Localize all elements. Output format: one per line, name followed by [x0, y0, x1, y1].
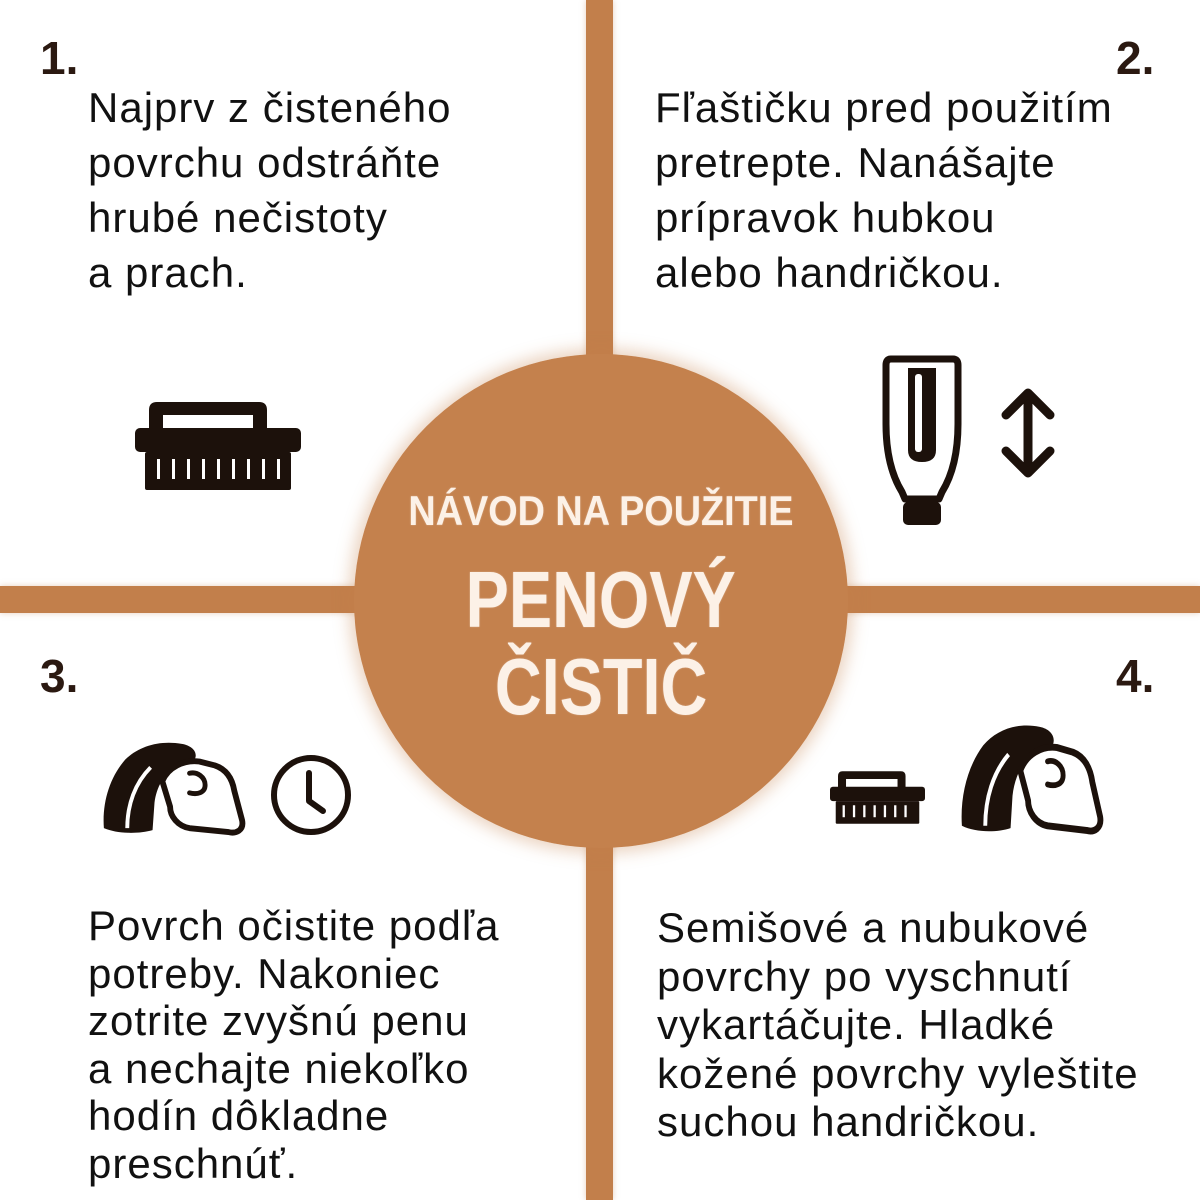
bottle-icon — [882, 354, 962, 526]
shake-arrows-icon — [1000, 387, 1056, 479]
step-1-text-line: Najprv z čisteného — [88, 84, 452, 131]
step-1-text-line: povrchu odstráňte — [88, 139, 442, 186]
center-title-text: ČISTIČ — [494, 642, 708, 731]
step-3-text-line: a nechajte niekoľko — [88, 1044, 470, 1092]
hand-cloth-icon — [100, 738, 246, 836]
step-1-text-line: hrubé nečistoty — [88, 194, 388, 241]
step-2-text-line: pretrepte. Nanášajte — [655, 139, 1056, 186]
step-2-text-line: alebo handričkou. — [655, 249, 1004, 296]
center-title-line-2 — [354, 642, 848, 731]
step-3-text — [88, 902, 499, 1188]
scrub-brush-icon — [135, 400, 301, 492]
step-4-number: 4. — [1116, 650, 1155, 702]
step-2-text-line: prípravok hubkou — [655, 194, 996, 241]
step-3-text-line: preschnúť. — [88, 1139, 299, 1187]
center-subtitle-text: NÁVOD NA POUŽITIE — [408, 487, 794, 534]
hand-cloth-icon — [958, 720, 1104, 835]
step-2-number: 2. — [1116, 32, 1155, 84]
step-3-number: 3. — [40, 650, 79, 702]
step-4-text-line: povrchy po vyschnutí — [657, 952, 1072, 1000]
step-1-number: 1. — [40, 32, 79, 84]
center-subtitle — [354, 487, 848, 534]
center-title-line-1 — [354, 555, 848, 644]
step-3-text-line: potreby. Nakoniec — [88, 949, 441, 997]
step-3-text-line: zotrite zvyšnú penu — [88, 997, 469, 1045]
step-4-text-line: suchou handričkou. — [657, 1098, 1040, 1145]
step-3-text-line: Povrch očistite podľa — [88, 902, 500, 949]
step-4-text-line: Semišové a nubukové — [657, 904, 1090, 951]
step-4-text — [657, 904, 1139, 1147]
step-2-text — [655, 80, 1113, 300]
scrub-brush-icon — [830, 770, 925, 825]
step-4-text-line: kožené povrchy vyleštite — [657, 1049, 1139, 1097]
step-3-text-line: hodín dôkladne — [88, 1092, 390, 1140]
clock-icon — [269, 753, 353, 837]
step-1-text-line: a prach. — [88, 249, 248, 296]
step-4-text-line: vykartáčujte. Hladké — [657, 1001, 1056, 1048]
center-title-text: PENOVÝ — [465, 555, 737, 644]
step-1-text — [88, 80, 452, 300]
step-2-text-line: Fľaštičku pred použitím — [655, 84, 1113, 131]
